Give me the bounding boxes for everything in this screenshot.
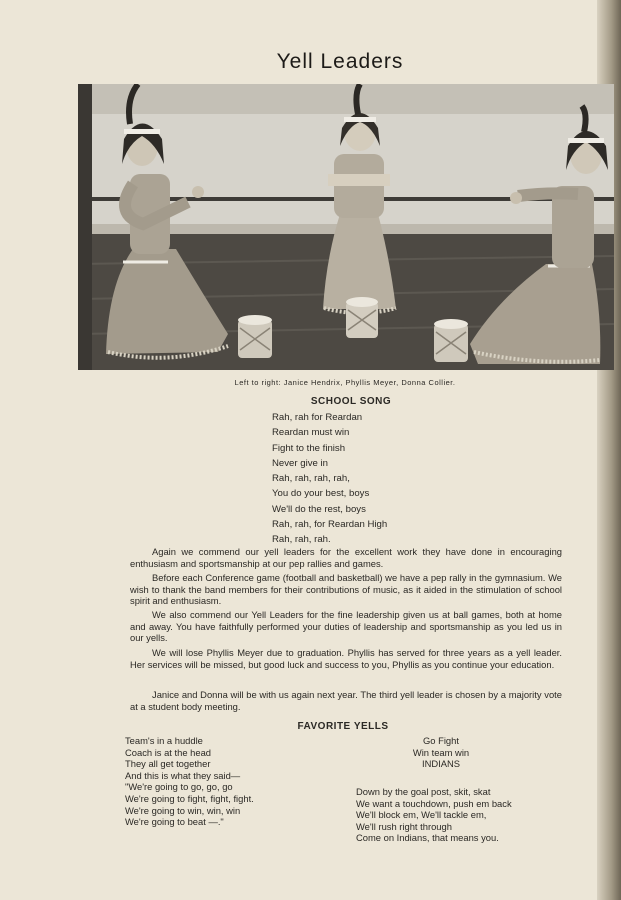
yell-line: Coach is at the head (125, 746, 211, 758)
yell-line: "We're going to go, go, go (125, 781, 233, 793)
paragraph-graduation: We will lose Phyllis Meyer due to graduation. Phyllis has served for three years as a yell leader. Her services will be missed, but good luck and success to you, Phyllis as you continue your education. (130, 647, 562, 670)
song-line: Reardan must win (272, 427, 350, 439)
song-line: You do your best, boys (272, 488, 370, 500)
yell-line: We want a touchdown, push em back (356, 797, 512, 809)
photo-caption: Left to right: Janice Hendrix, Phyllis Meyer, Donna Collier. (234, 378, 456, 387)
paragraph-leadership: We also commend our Yell Leaders for the fine leadership given us at ball games, both at home and away. You have faithfully performed your duties of leadership and sportsmanship as you led us in our yells. (130, 609, 562, 644)
yell-line: Down by the goal post, skit, skat (356, 786, 491, 797)
yell-goal-post (356, 786, 512, 844)
drum-right (434, 319, 468, 362)
paragraph-commend: Again we commend our yell leaders for the excellent work they have done in encouraging enthusiasm and sportsmanship at our pep rallies and games. (130, 546, 562, 569)
drum-left (238, 315, 272, 358)
yell-line: We're going to beat —." (125, 816, 224, 828)
song-line: Rah, rah, for Reardan High (272, 519, 388, 531)
school-song-title: SCHOOL SONG (310, 396, 392, 407)
yell-line: We're going to win, win, win (125, 804, 241, 816)
yell-huddle (125, 735, 254, 828)
yell-line: Win team win (412, 746, 470, 758)
yell-leaders-photo (78, 84, 614, 370)
song-line: Rah, rah for Reardan (272, 412, 363, 423)
song-line: Never give in (272, 457, 328, 469)
yell-line: We'll block em, We'll tackle em, (356, 809, 487, 821)
song-line: Rah, rah, rah, rah, (272, 473, 350, 485)
song-line: Rah, rah, rah. (272, 534, 331, 546)
paragraph-next-year: Janice and Donna will be with us again next year. The third yell leader is chosen by a majority vote at a student body meeting. (130, 689, 562, 712)
yell-line: Team's in a huddle (125, 735, 203, 746)
song-line: We'll do the rest, boys (272, 503, 366, 515)
yell-line: Go Fight (423, 735, 459, 746)
school-song-lyrics (272, 410, 387, 548)
yell-go-fight (378, 735, 504, 770)
paragraph-pep-rally: Before each Conference game (football and basketball) we have a pep rally in the gymnasium. We wish to thank the band members for their contributions of music, as it aided in the stimulation of school spirit and enthusiasm. (130, 572, 562, 607)
favorite-yells-title: FAVORITE YELLS (297, 721, 389, 732)
yell-line: And this is what they said— (125, 769, 241, 781)
drum-middle (346, 297, 378, 338)
song-line: Fight to the finish (272, 442, 346, 454)
page-title: Yell Leaders (276, 50, 404, 73)
yell-line: INDIANS (421, 758, 461, 770)
yell-line: They all get together (125, 758, 211, 770)
yell-line: We're going to fight, fight, fight. (125, 792, 254, 804)
yell-line: We'll rush right through (356, 820, 452, 832)
yell-line: Come on Indians, that means you. (356, 832, 499, 844)
